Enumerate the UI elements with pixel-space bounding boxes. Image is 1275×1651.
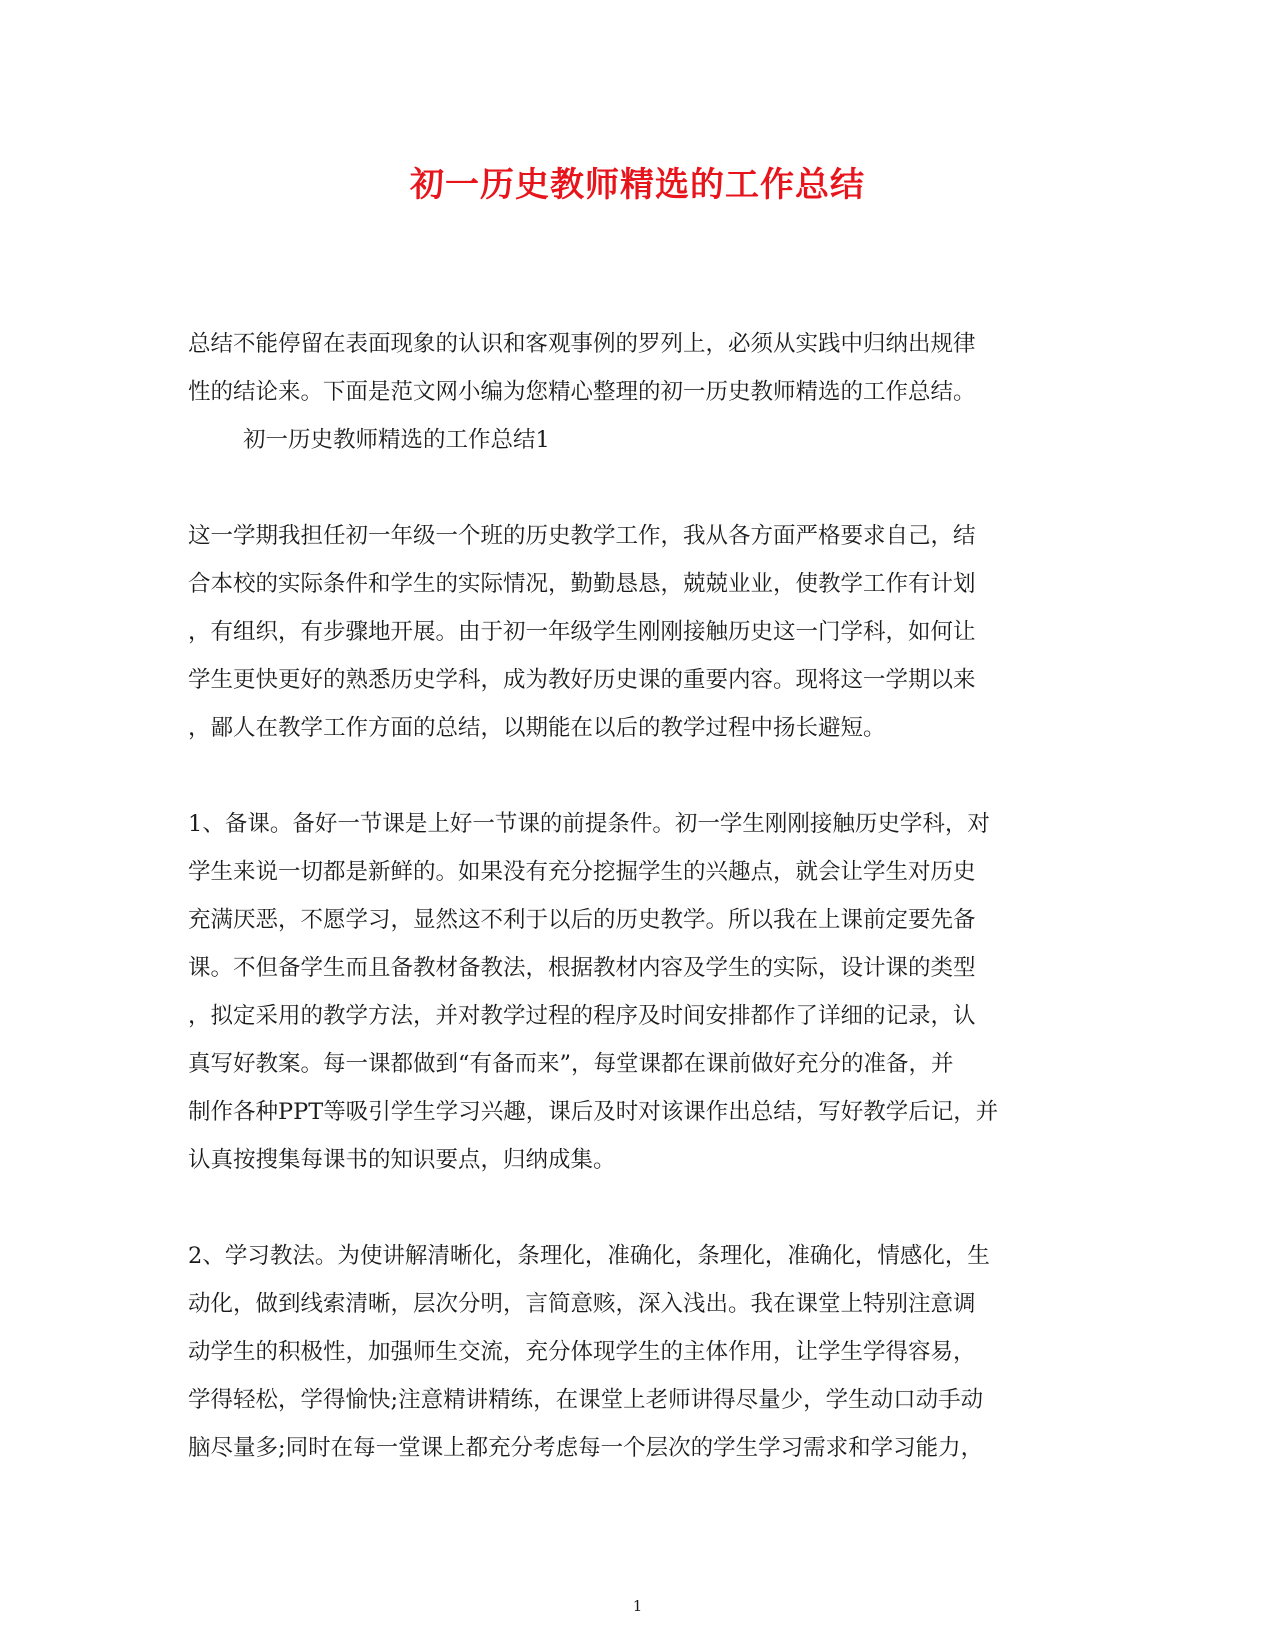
text-line: 学生更快更好的熟悉历史学科，成为教好历史课的重要内容。现将这一学期以来 (188, 667, 976, 693)
text-line: ，拟定采用的教学方法，并对教学过程的程序及时间安排都作了详细的记录，认 (188, 1003, 976, 1029)
page-number: 1 (632, 1597, 643, 1615)
text-line: 1、备课。备好一节课是上好一节课的前提条件。初一学生刚刚接触历史学科，对 (188, 811, 990, 837)
paragraph-3 (188, 1232, 1088, 1472)
text-line: 动化，做到线索清晰，层次分明，言简意赅，深入浅出。我在课堂上特别注意调 (188, 1291, 976, 1317)
paragraph-2 (188, 800, 1088, 1184)
intro-paragraph (188, 320, 1088, 416)
text-line: ，有组织，有步骤地开展。由于初一年级学生刚刚接触历史这一门学科，如何让 (188, 619, 976, 645)
paragraph-spacer (188, 1184, 1088, 1232)
text-line: 制作各种PPT等吸引学生学习兴趣，课后及时对该课作出总结，写好教学后记，并 (188, 1099, 999, 1125)
text-line: 这一学期我担任初一年级一个班的历史教学工作，我从各方面严格要求自己，结 (188, 523, 976, 549)
paragraph-1 (188, 512, 1088, 752)
text-line: 2、学习教法。为使讲解清晰化，条理化，准确化，条理化，准确化，情感化，生 (188, 1243, 990, 1269)
paragraph-spacer (188, 464, 1088, 512)
document-title: 初一历史教师精选的工作总结 (410, 165, 865, 205)
document-body (188, 320, 1088, 1472)
text-line: 动学生的积极性，加强师生交流，充分体现学生的主体作用，让学生学得容易， (188, 1339, 976, 1365)
text-line: 认真按搜集每课书的知识要点，归纳成集。 (188, 1147, 616, 1173)
section-subheading: 初一历史教师精选的工作总结1 (243, 427, 550, 453)
text-line: 性的结论来。下面是范文网小编为您精心整理的初一历史教师精选的工作总结。 (188, 379, 976, 405)
text-line: 学生来说一切都是新鲜的。如果没有充分挖掘学生的兴趣点，就会让学生对历史 (188, 859, 976, 885)
text-line: 脑尽量多;同时在每一堂课上都充分考虑每一个层次的学生学习需求和学习能力， (188, 1435, 984, 1461)
text-line: 总结不能停留在表面现象的认识和客观事例的罗列上，必须从实践中归纳出规律 (188, 331, 976, 357)
text-line: 真写好教案。每一课都做到“有备而来”，每堂课都在课前做好充分的准备，并 (188, 1051, 954, 1077)
text-line: 学得轻松，学得愉快;注意精讲精练，在课堂上老师讲得尽量少，学生动口动手动 (188, 1387, 984, 1413)
text-line: 合本校的实际条件和学生的实际情况，勤勤恳恳，兢兢业业，使教学工作有计划 (188, 571, 976, 597)
text-line: ，鄙人在教学工作方面的总结，以期能在以后的教学过程中扬长避短。 (188, 715, 886, 741)
text-line: 课。不但备学生而且备教材备教法，根据教材内容及学生的实际，设计课的类型 (188, 955, 976, 981)
text-line: 充满厌恶，不愿学习，显然这不利于以后的历史教学。所以我在上课前定要先备 (188, 907, 976, 933)
paragraph-spacer (188, 752, 1088, 800)
